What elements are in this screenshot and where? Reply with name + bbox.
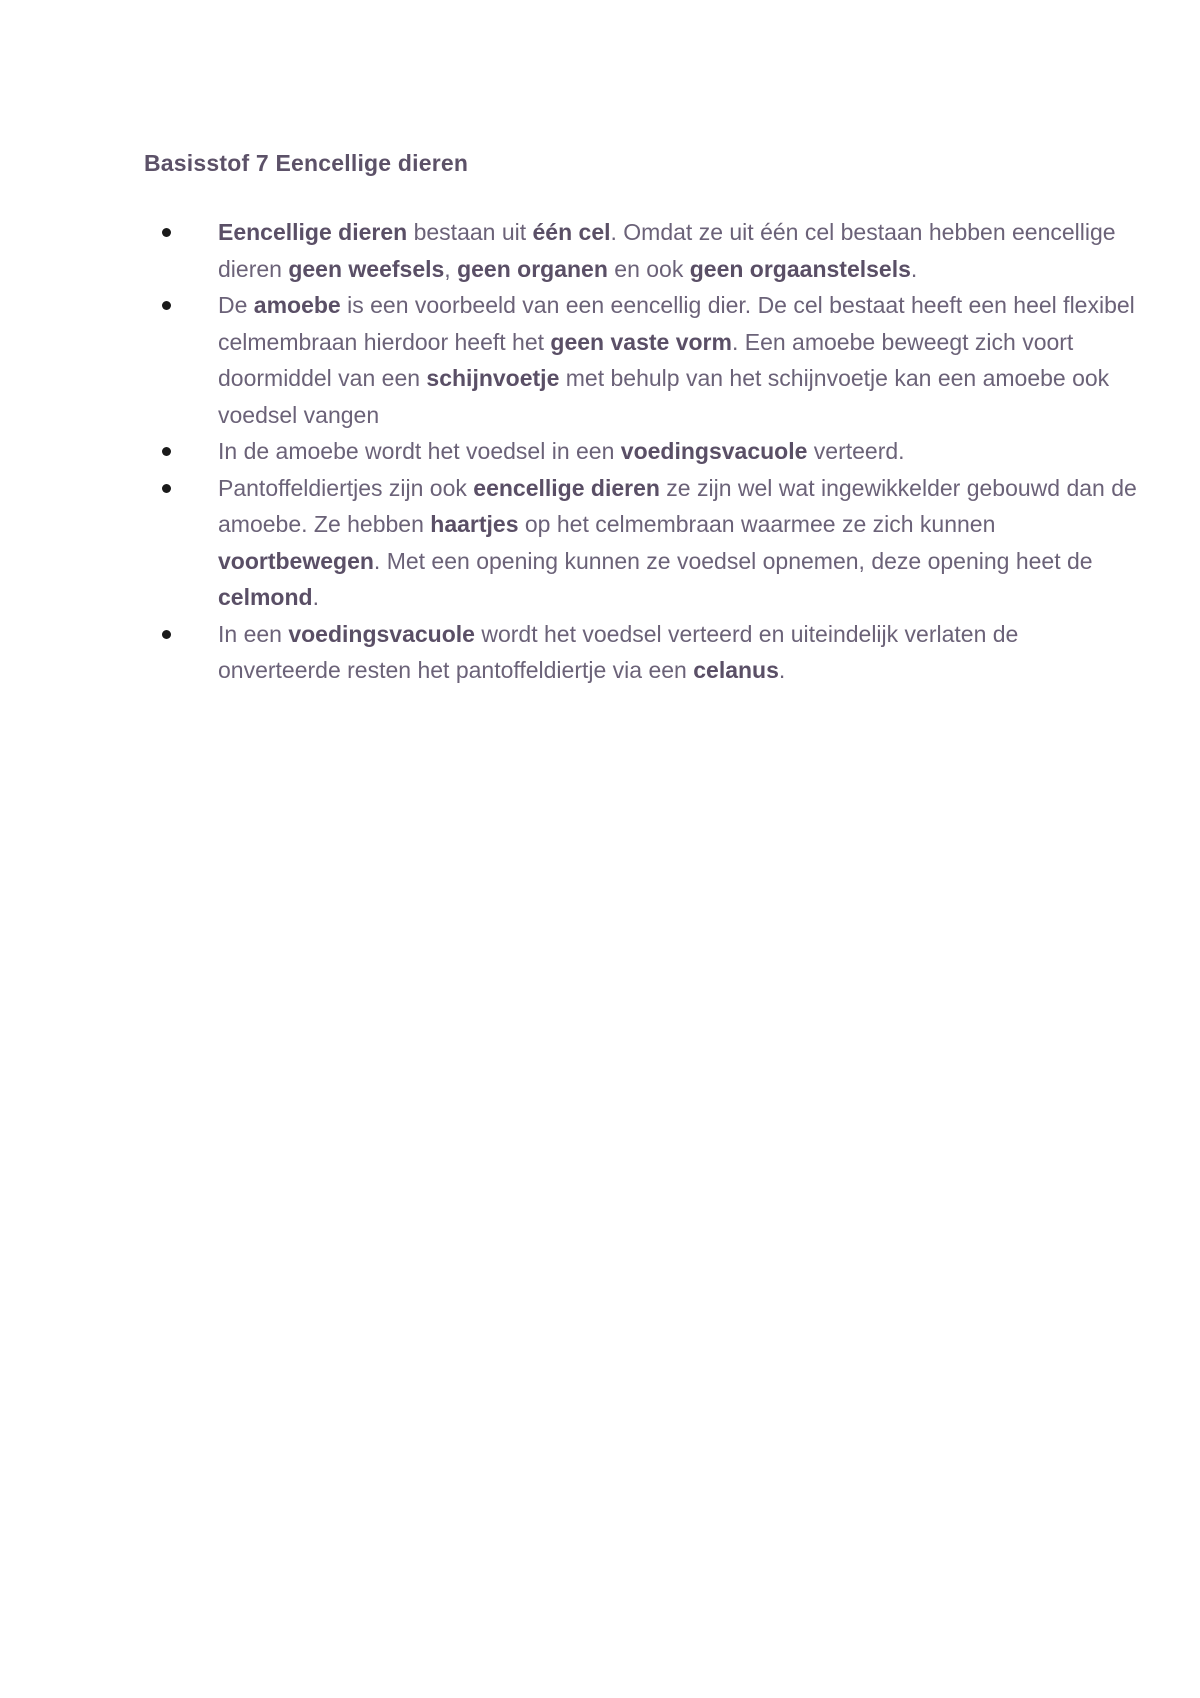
body-text: op het celmembraan waarmee ze zich kunnen — [518, 511, 996, 537]
body-text: ze zijn wel wat ingewikkelder gebouwd dan de amoebe. Ze hebben — [218, 474, 1137, 537]
bold-term: voortbewegen — [218, 547, 374, 574]
body-text: verteerd. — [807, 438, 905, 464]
bold-term: geen weefsels — [288, 255, 445, 282]
body-text: . Met een opening kunnen ze voedsel opnemen, deze opening heet de — [373, 547, 1093, 574]
bullet-item — [218, 470, 1138, 616]
bullet-item — [218, 433, 1138, 470]
bold-term: schijnvoetje — [426, 365, 560, 391]
bullet-list — [144, 214, 1138, 689]
body-text: Pantoffeldiertjes zijn ook — [218, 474, 474, 501]
bold-term: amoebe — [253, 292, 341, 318]
body-text: met behulp van het schijnvoetje kan een amoebe ook voedsel vangen — [218, 365, 1110, 428]
bullet-item — [218, 287, 1138, 433]
bullet-dot-icon — [162, 301, 171, 310]
bold-term: celmond — [218, 584, 313, 610]
bullet-dot-icon — [162, 228, 171, 237]
body-text: . — [312, 584, 319, 610]
body-text: . — [778, 657, 786, 683]
body-text: , — [444, 255, 458, 282]
body-text: is een voorbeeld van een eencellig dier. De cel bestaat heeft een heel flexibel celmembraan hierdoor heeft het — [218, 292, 1135, 355]
bullet-item — [218, 214, 1138, 287]
body-text: De — [218, 292, 254, 318]
body-text: In een — [218, 620, 289, 647]
body-text: . Omdat ze uit één cel bestaan hebben eencellige dieren — [218, 219, 1116, 282]
bold-term: haartjes — [430, 511, 519, 537]
bold-term: geen orgaanstelsels — [689, 255, 911, 282]
bold-term: voedingsvacuole — [620, 438, 808, 464]
body-text: In de amoebe wordt het voedsel in een — [218, 438, 621, 464]
bullet-dot-icon — [162, 484, 171, 493]
bullet-item — [218, 616, 1138, 689]
bold-term: celanus — [693, 657, 779, 683]
body-text: bestaan uit — [407, 219, 533, 245]
bold-term: geen organen — [457, 255, 608, 282]
body-text: en ook — [607, 255, 690, 282]
body-text: wordt het voedsel verteerd en uiteindelijk verlaten de onverteerde resten het pantoffeldiertje via een — [218, 620, 1019, 683]
bullet-dot-icon — [162, 447, 171, 456]
document-title: Basisstof 7 Eencellige dieren — [144, 150, 469, 176]
bold-term: geen vaste vorm — [550, 328, 732, 355]
bold-term: voedingsvacuole — [288, 620, 475, 647]
body-text: . Een amoebe beweegt zich voort doormiddel van een — [218, 328, 1074, 391]
bold-term: eencellige dieren — [473, 474, 660, 501]
bold-term: Eencellige dieren — [218, 219, 408, 245]
bullet-dot-icon — [162, 630, 171, 639]
body-text: . — [910, 255, 918, 282]
bold-term: één cel — [532, 219, 611, 245]
